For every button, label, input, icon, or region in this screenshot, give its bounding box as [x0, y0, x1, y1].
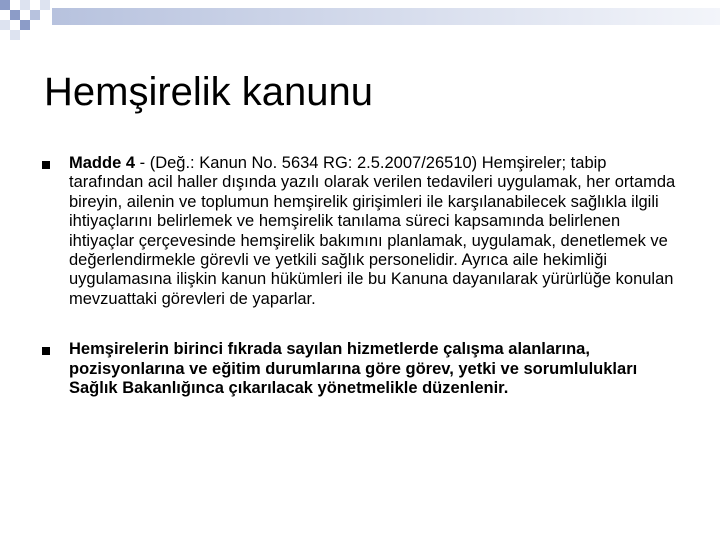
slide-title: Hemşirelik kanunu: [44, 70, 374, 114]
square-bullet-icon: [42, 347, 50, 355]
bullet-list: [42, 154, 682, 398]
bullet-text: [69, 154, 682, 309]
article-number: Madde 4: [69, 154, 136, 172]
header-decoration: [0, 0, 720, 46]
square-bullet-icon: [42, 161, 50, 169]
bullet-item: [42, 340, 682, 398]
bullet-item: [42, 154, 682, 309]
article-body: - (Değ.: Kanun No. 5634 RG: 2.5.2007/26510) Hemşireler; tabip tarafından acil haller dışında yazılı olarak verilen tedavileri uygulamak, her ortamda bireyin, ailenin ve toplumun hemşirelik girişimleri ile karşılanabilecek sağlıkla ilgili ihtiyaçlarını belirlemek ve hemşirelik tanılama süreci kapsamında belirlenen ihtiyaçlar çerçevesinde hemşirelik bakımını planlamak, uygulamak, denetlemek ve değerlendirmekle görevli ve yetkili sağlık personelidir. Ayrıca aile hekimliği uygulamasına ilişkin kanun hükümleri ile bu Kanuna dayanılarak yürürlüğe konulan mevzuattaki görevleri de yaparlar.: [69, 154, 676, 308]
bullet-text: Hemşirelerin birinci fıkrada sayılan hizmetlerde çalışma alanlarına, pozisyonlarına ve eğitim durumlarına göre görev, yetki ve sorumlulukları Sağlık Bakanlığınca çıkarılacak yönetmelikle düzenlenir.: [69, 340, 638, 398]
